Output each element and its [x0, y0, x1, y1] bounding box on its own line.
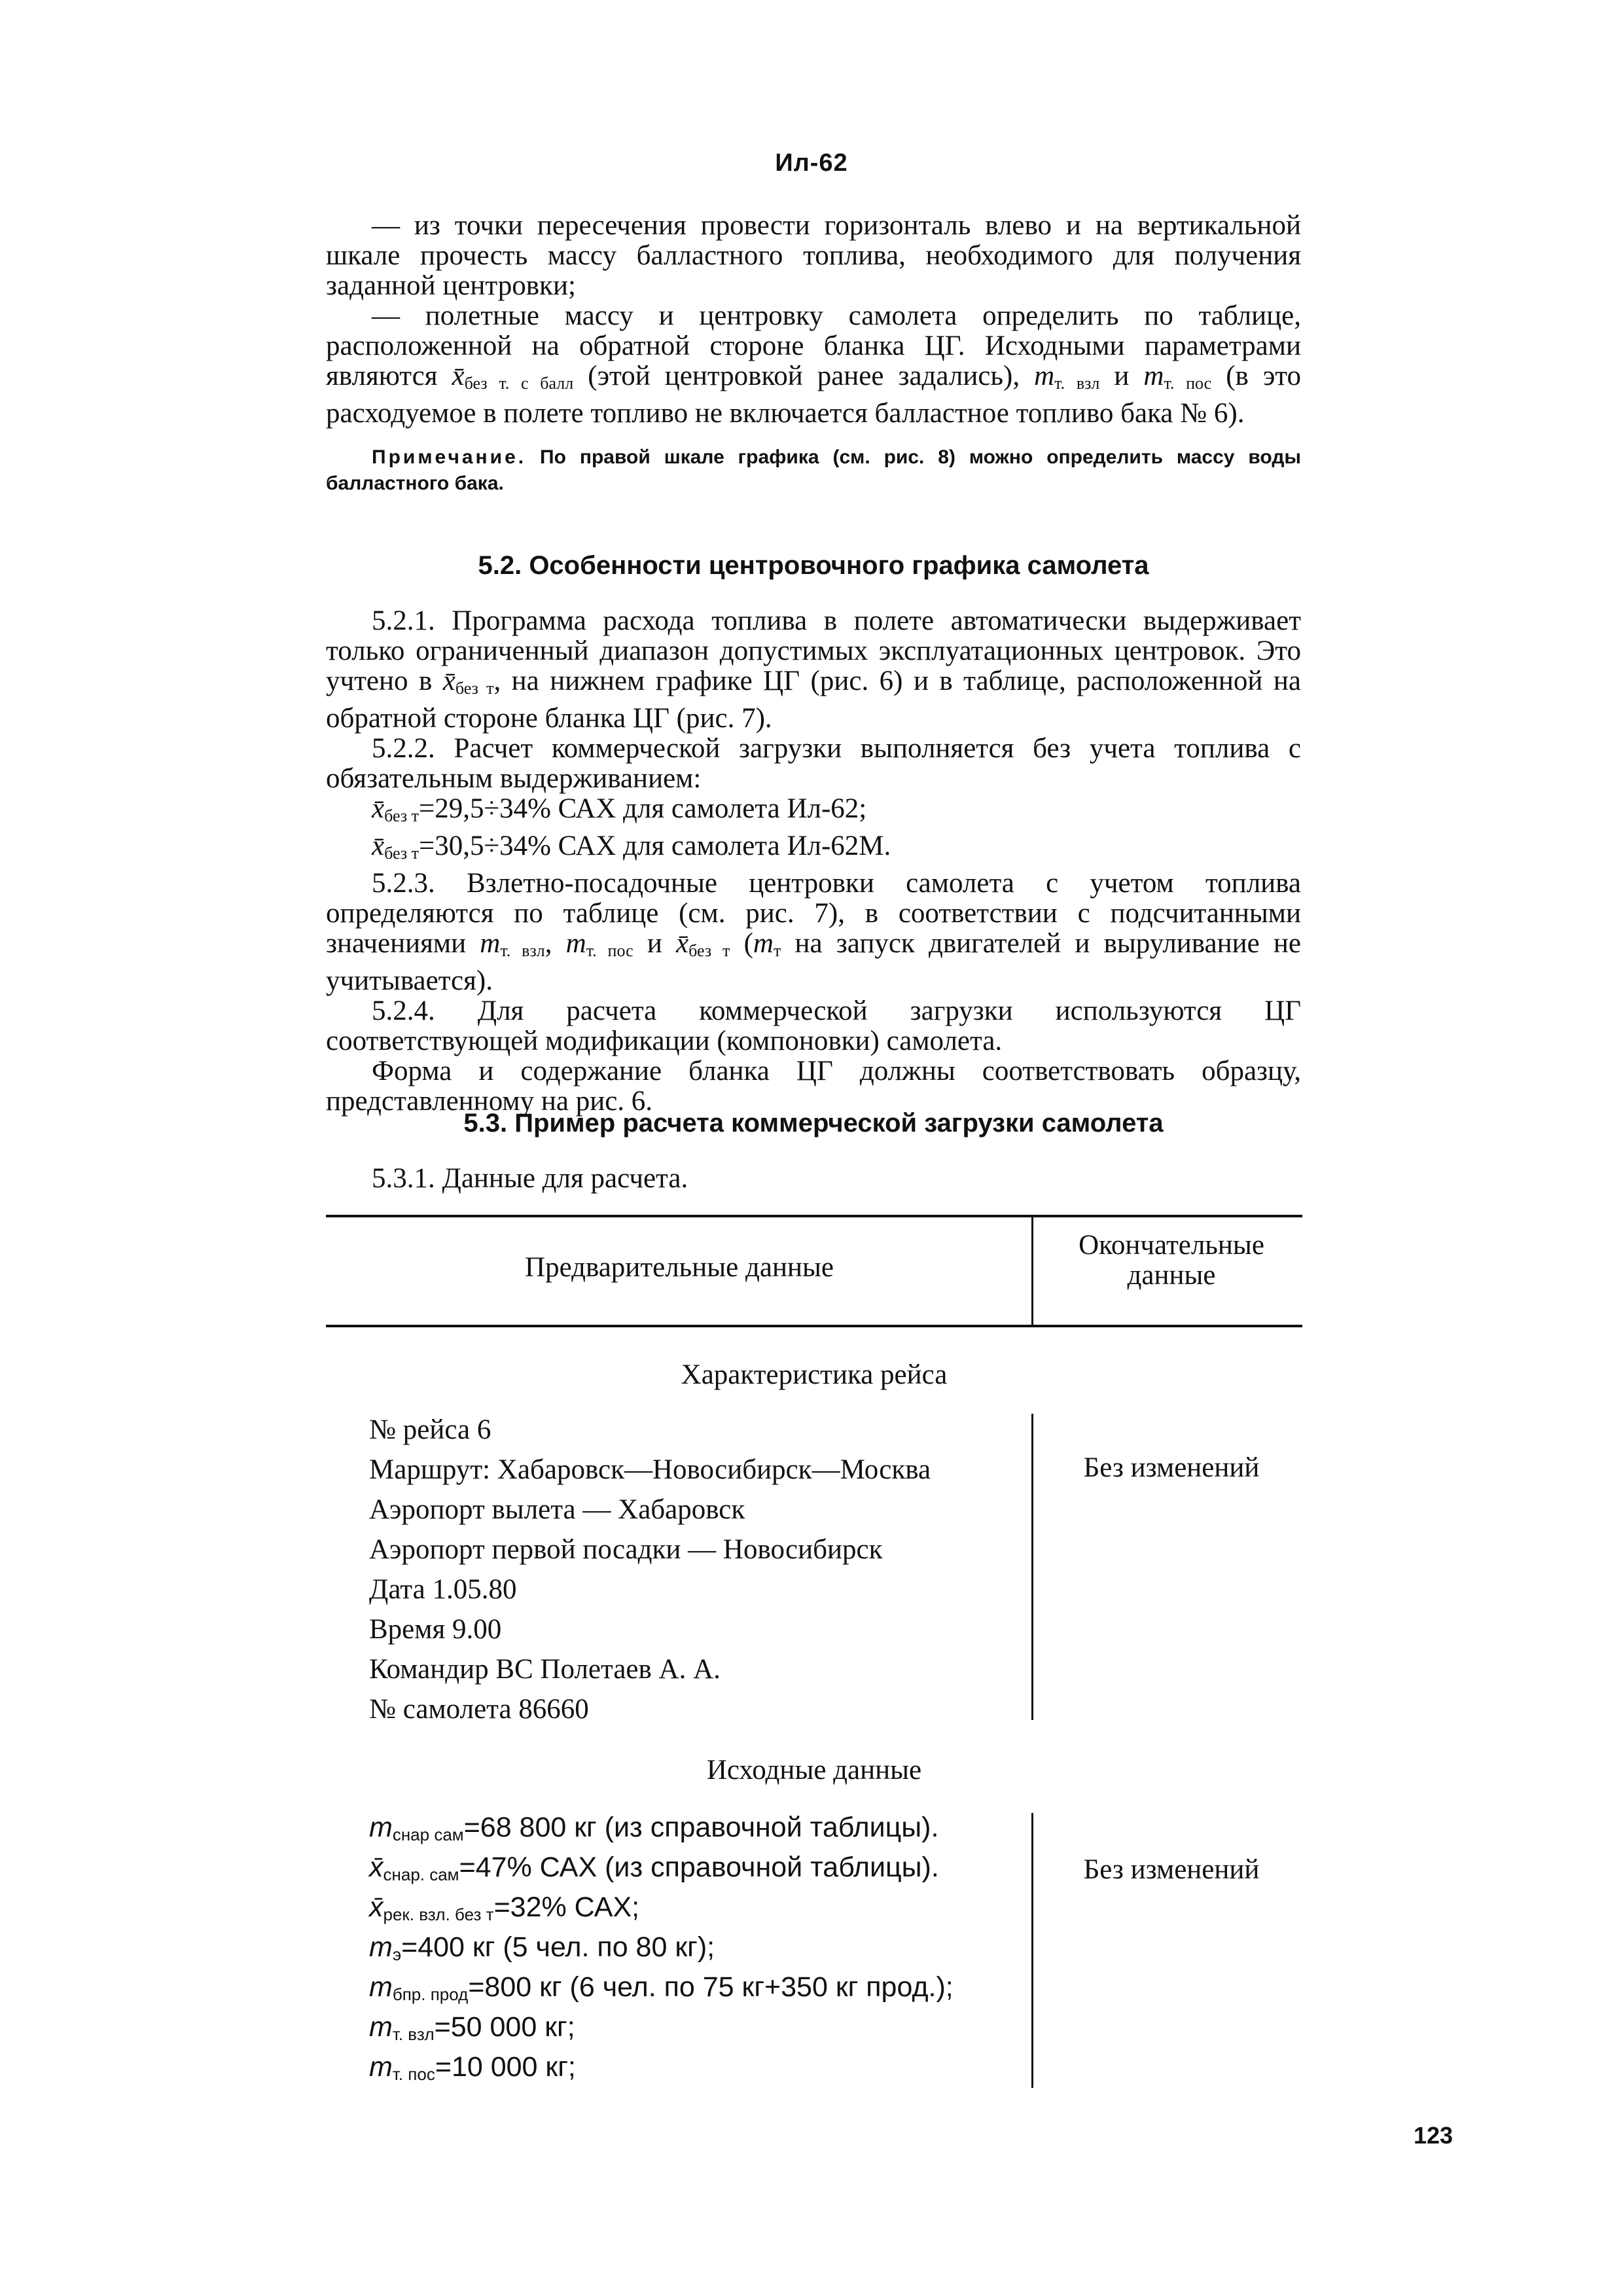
table-header-preliminary: Предварительные данные	[525, 1252, 834, 1283]
group-flight-characteristics-title: Характеристика рейса	[681, 1359, 948, 1390]
paragraph-5-3-1: 5.3.1. Данные для расчета.	[372, 1163, 688, 1194]
list-item: $m_{т. пос}=10$ 000 кг;	[369, 2051, 576, 2084]
paragraph-5-2-2: 5.2.2. Расчет коммерческой загрузки выполняется без учета топлива с обязательным выдерживанием:	[326, 733, 1301, 794]
paragraph-5-2-3: 5.2.3. Взлетно-посадочные центровки самолета с учетом топлива определяются по таблице (см. рис. 7), в соответствии с подсчитанными значениями $m_{т. взл}$, $m_{т. пос}$ и $x̄_{без т}$ ($m_т$ на запуск двигателей и выруливание не учитывается).	[326, 868, 1301, 996]
list-item: Маршрут: Хабаровск—Новосибирск—Москва	[369, 1454, 931, 1485]
table-header-final: Окончательные данные	[1079, 1230, 1264, 1291]
formula-il62m: $x̄_{без т}=30,5\div 34\%$ САХ для самолета Ил-62М.	[372, 831, 891, 863]
list-item: $m_э=400$ кг (5 чел. по 80 кг);	[369, 1931, 715, 1964]
intro-paragraph-2: — полетные массу и центровку самолета определить по таблице, расположенной на обратной стороне бланка ЦГ. Исходными параметрами являются $x̄_{без т. с балл}$ (этой центровкой ранее задались), $m_{т. взл}$ и $m_{т. пос}$ (в это расходуемое в полете топливо не включается балластное топливо бака № 6).	[326, 300, 1301, 429]
list-item: № самолета 86660	[369, 1694, 589, 1725]
list-item: $m_{бпр. прод}=800$ кг (6 чел. по 75 кг+350 кг прод.);	[369, 1971, 954, 2004]
table-top-rule	[326, 1215, 1302, 1217]
list-item: Дата 1.05.80	[369, 1574, 517, 1605]
section-5-3-body	[326, 1164, 1301, 1194]
section-5-2-body	[326, 606, 1301, 1117]
note-paragraph: Примечание. По правой шкале графика (см. рис. 8) можно определить массу воды балластного бака.	[326, 446, 1301, 494]
page-header-title: Ил-62	[775, 149, 848, 177]
paragraph-5-2-5: Форма и содержание бланка ЦГ должны соответствовать образцу, представленному на рис. 6.	[326, 1056, 1301, 1117]
section-5-3-title: 5.3. Пример расчета коммерческой загрузки самолета	[463, 1109, 1164, 1138]
list-item: Время 9.00	[369, 1614, 502, 1645]
intro-paragraph-1: — из точки пересечения провести горизонталь влево и на вертикальной шкале прочесть массу балластного топлива, необходимого для получения заданной центровки;	[326, 210, 1301, 301]
group2-list	[369, 1808, 1037, 2087]
intro-block	[326, 211, 1301, 497]
paragraph-5-2-4: 5.2.4. Для расчета коммерческой загрузки используются ЦГ соответствующей модификации (компоновки) самолета.	[326, 996, 1301, 1056]
group1-list	[369, 1410, 1037, 1729]
group2-final-value: Без изменений	[1083, 1854, 1260, 1885]
list-item: $m_{снар сам}=68$ 800 кг (из справочной таблицы).	[369, 1812, 939, 1844]
paragraph-5-2-1: 5.2.1. Программа расхода топлива в полете автоматически выдерживает только ограниченный диапазон допустимых эксплуатационных центровок. Это учтено в $x̄_{без т}$, на нижнем графике ЦГ (рис. 6) и в таблице, расположенной на обратной стороне бланка ЦГ (рис. 7).	[326, 605, 1301, 734]
list-item: $x̄_{снар. сам}=47\%$ САХ (из справочной таблицы).	[369, 1852, 939, 1884]
list-item: $x̄_{рек. взл. без т}=32\%$ САХ;	[369, 1892, 640, 1924]
section-5-2-title: 5.2. Особенности центровочного графика самолета	[478, 551, 1149, 580]
page-number: 123	[1414, 2122, 1454, 2149]
list-item: Командир ВС Полетаев А. А.	[369, 1654, 721, 1685]
list-item: Аэропорт вылета — Хабаровск	[369, 1494, 745, 1525]
group-input-data-title: Исходные данные	[706, 1755, 922, 1785]
list-item: $m_{т. взл}=50$ 000 кг;	[369, 2011, 575, 2044]
list-item: Аэропорт первой посадки — Новосибирск	[369, 1534, 883, 1565]
formula-il62: $x̄_{без т}=29,5\div 34\%$ САХ для самолета Ил-62;	[372, 793, 867, 825]
table-header-bottom-rule	[326, 1325, 1302, 1327]
list-item: № рейса 6	[369, 1414, 491, 1445]
group1-final-value: Без изменений	[1083, 1452, 1260, 1483]
